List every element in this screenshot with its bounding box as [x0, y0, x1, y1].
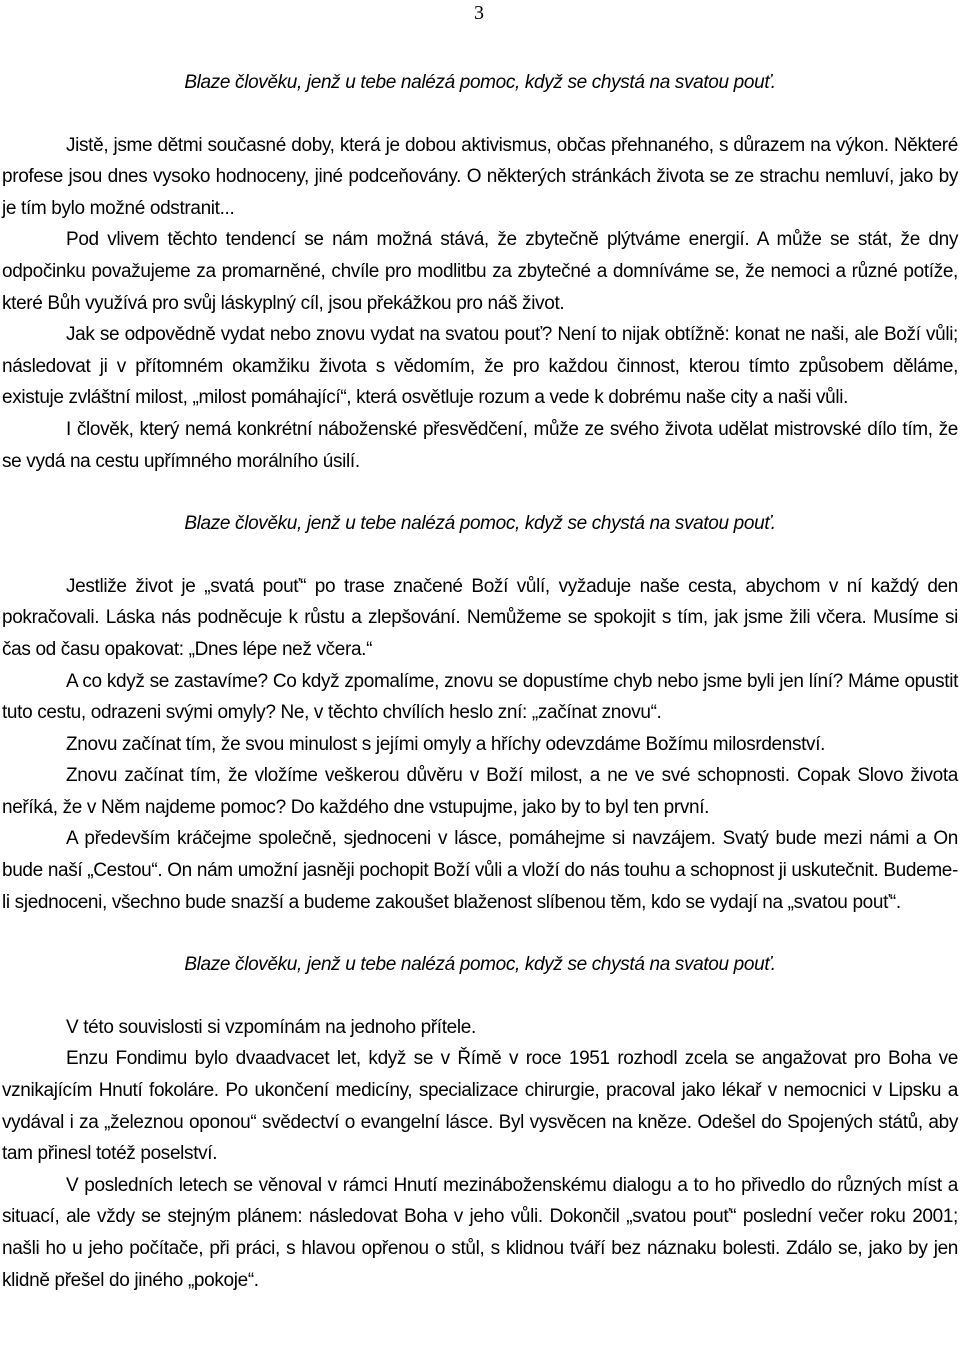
paragraph: I člověk, který nemá konkrétní náboženské přesvědčení, může ze svého života udělat mistrovské dílo tím, že se vydá na cestu upřímného morálního úsilí. [2, 418, 958, 472]
paragraph: V posledních letech se věnoval v rámci Hnutí mezináboženskému dialogu a to ho přivedlo do různých míst a situací, ale vždy se stejným plánem: následovat Boha v jeho vůli. Dokončil „svatou pouť“ poslední večer roku 2001; našli ho u jeho počítače, při práci, s hlavou opřenou o stůl, s klidnou tváří bez náznaku bolesti. Zdálo se, jako by jen klidně přešel do jiného „pokoje“. [2, 1174, 958, 1291]
paragraph: A především kráčejme společně, sjednoceni v lásce, pomáhejme si navzájem. Svatý bude mezi námi a On bude naší „Cestou“. On nám umožní jasněji pochopit Boží vůli a vloží do nás touhu a schopnost ji uskutečnit. Budeme-li sjednoceni, všechno bude snazší a budeme zakoušet blaženost slíbenou těm, kdo se vydají na „svatou pouť“. [2, 828, 958, 913]
motto-line: Blaze člověku, jenž u tebe nalézá pomoc, když se chystá na svatou pouť. [184, 72, 776, 93]
paragraph: Pod vlivem těchto tendencí se nám možná stává, že zbytečně plýtváme energií. A může se stát, že dny odpočinku považujeme za promarněné, chvíle pro modlitbu za zbytečné a domníváme se, že nemoci a různé potíže, které Bůh využívá pro svůj láskyplný cíl, jsou překážkou pro náš život. [2, 229, 958, 314]
paragraph: Enzu Fondimu bylo dvaadvacet let, když se v Římě v roce 1951 rozhodl zcela se angažovat pro Boha ve vznikajícím Hnutí fokoláre. Po ukončení medicíny, specializace chirurgie, pracoval jako lékař v nemocnici v Lipsku a vydával i za „železnou oponou“ svědectví o evangelní lásce. Byl vysvěcen na kněze. Odešel do Spojených států, aby tam přinesl totéž poselství. [2, 1048, 958, 1165]
paragraph: Jistě, jsme dětmi současné doby, která je dobou aktivismus, občas přehnaného, s důrazem na výkon. Některé profese jsou dnes vysoko hodnoceny, jiné podceňovány. O některých stránkách života se ze strachu nemluví, jako by je tím bylo možné odstranit... [2, 134, 958, 219]
page-number: 3 [474, 2, 484, 24]
document-body [2, 67, 958, 1296]
paragraph: Jestliže život je „svatá pouť“ po trase značené Boží vůlí, vyžaduje naše cesta, abychom v ní každý den pokračovali. Láska nás podněcuje k růstu a zlepšování. Nemůžeme se spokojit s tím, jak jsme žili včera. Musíme si čas od času opakovat: „Dnes lépe než včera.“ [2, 575, 958, 660]
motto-line: Blaze člověku, jenž u tebe nalézá pomoc, když se chystá na svatou pouť. [184, 954, 776, 976]
paragraph: Jak se odpovědně vydat nebo znovu vydat na svatou pouť? Není to nijak obtížně: konat ne naši, ale Boží vůli; následovat ji v přítomném okamžiku života s vědomím, že pro každou činnost, kterou tímto způsobem děláme, existuje zvláštní milost, „milost pomáhající“, která osvětluje rozum a vede k dobrému naše city a naši vůli. [2, 324, 958, 409]
paragraph: A co když se zastavíme? Co když zpomalíme, znovu se dopustíme chyb nebo jsme byli jen líní? Máme opustit tuto cestu, odrazeni svými omyly? Ne, v těchto chvílích heslo zní: „začínat znovu“. [2, 670, 958, 724]
paragraph: V této souvislosti si vzpomínám na jednoho přítele. [66, 1016, 476, 1038]
motto-line: Blaze člověku, jenž u tebe nalézá pomoc, když se chystá na svatou pouť. [184, 513, 776, 535]
paragraph: Znovu začínat tím, že vložíme veškerou důvěru v Boží milost, a ne ve své schopnosti. Copak Slovo života neříká, že v Něm najdeme pomoc? Do každého dne vstupujme, jako by to byl ten první. [2, 765, 958, 818]
paragraph: Znovu začínat tím, že svou minulost s jejími omyly a hříchy odevzdáme Božímu milosrdenství. [66, 733, 826, 755]
